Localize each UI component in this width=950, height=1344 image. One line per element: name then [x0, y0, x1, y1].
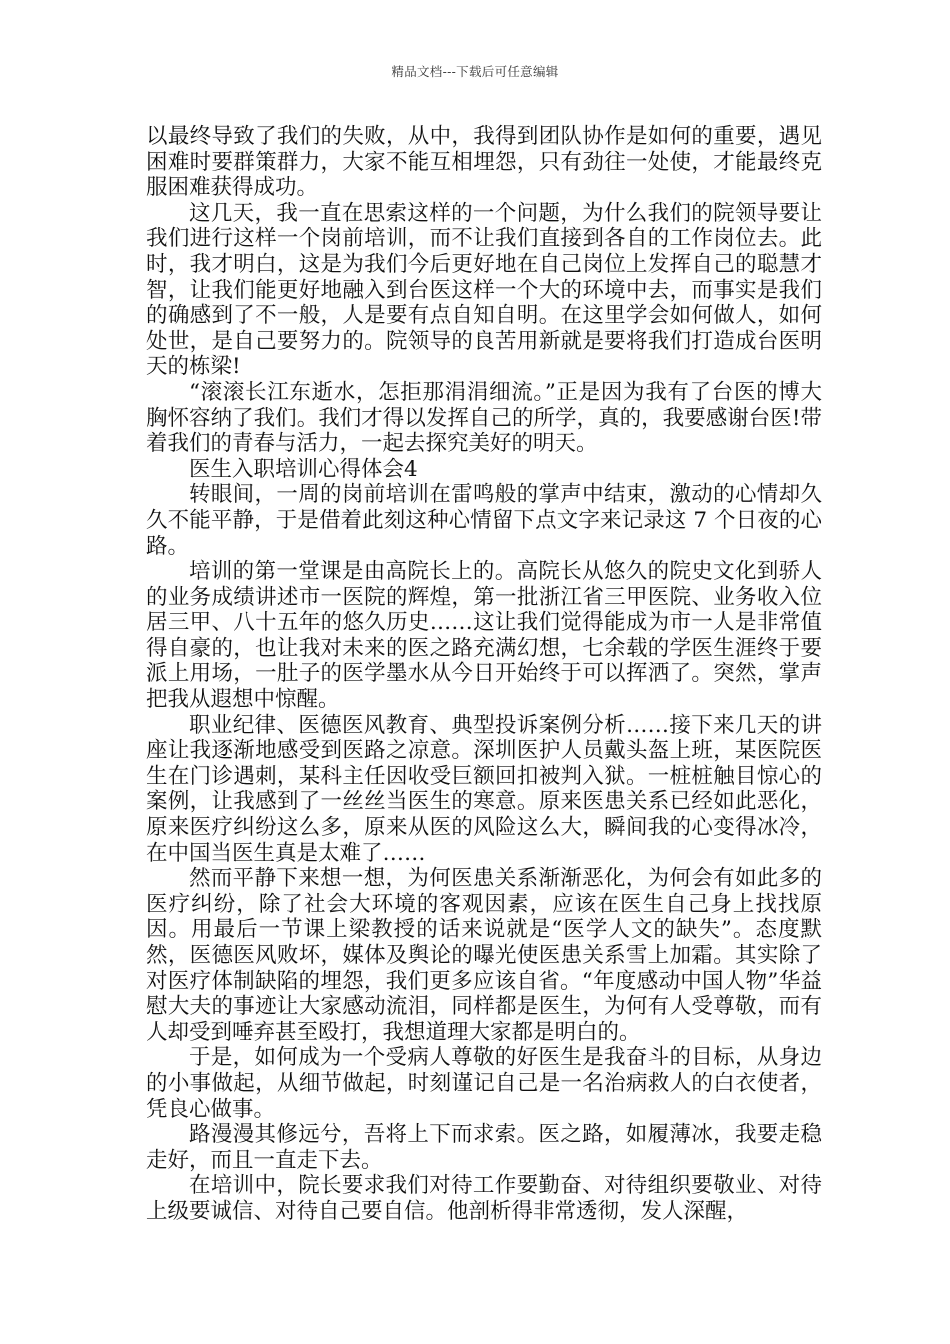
paragraph-2: 这几天，我一直在思索这样的一个问题，为什么我们的院领导要让我们进行这样一个岗前培训，而不让我们直接到各自的工作岗位去。此时，我才明白，这是为我们今后更好地在自己岗位上发挥自己的聪慧才智，让我们能更好地融入到台医这样一个大的环境中去，而事实是我们的确感到了不一般，人是要有点自知自明。在这里学会如何做人，如何处世，是自己要努力的。院领导的良苦用新就是要将我们打造成台医明天的栋梁! — [146, 200, 822, 380]
document-body — [146, 124, 822, 1225]
section-heading: 医生入职培训心得体会4 — [189, 456, 418, 482]
paragraph-1: 以最终导致了我们的失败，从中，我得到团队协作是如何的重要，遇见困难时要群策群力，大家不能互相埋怨，只有劲往一处使，才能最终克服困难获得成功。 — [146, 124, 822, 201]
paragraph-3: “滚滚长江东逝水，怎拒那涓涓细流。”正是因为我有了台医的博大胸怀容纳了我们。我们才得以发挥自己的所学，真的，我要感谢台医!带着我们的青春与活力，一起去探究美好的明天。 — [146, 379, 822, 457]
paragraph-4: 转眼间，一周的岗前培训在雷鸣般的掌声中结束，激动的心情却久久不能平静，于是借着此刻这种心情留下点文字来记录这 7 个日夜的心路。 — [146, 482, 822, 559]
paragraph-8: 于是，如何成为一个受病人尊敬的好医生是我奋斗的目标，从身边的小事做起，从细节做起，时刻谨记自己是一名治病救人的白衣使者，凭良心做事。 — [146, 1045, 822, 1122]
paragraph-5: 培训的第一堂课是由高院长上的。高院长从悠久的院史文化到骄人的业务成绩讲述市一医院的辉煌，第一批浙江省三甲医院、业务收入位居三甲、八十五年的悠久历史……这让我们觉得能成为市一人是非常值得自豪的，也让我对未来的医之路充满幻想，七余载的学医生涯终于要派上用场，一肚子的医学墨水从今日开始终于可以挥洒了。突然，掌声把我从遐想中惊醒。 — [146, 559, 822, 713]
paragraph-6: 职业纪律、医德医风教育、典型投诉案例分析……接下来几天的讲座让我逐渐地感受到医路之凉意。深圳医护人员戴头盔上班，某医院医生在门诊遇刺，某科主任因收受巨额回扣被判入狱。一桩桩触目惊心的案例，让我感到了一丝丝当医生的寒意。原来医患关系已经如此恶化，原来医疗纠纷这么多，原来从医的风险这么大，瞬间我的心变得冰冷，在中国当医生真是太难了…… — [146, 712, 822, 866]
paragraph-9: 路漫漫其修远兮，吾将上下而求索。医之路，如履薄冰，我要走稳走好，而且一直走下去。 — [146, 1122, 822, 1173]
paragraph-7: 然而平静下来想一想，为何医患关系渐渐恶化，为何会有如此多的医疗纠纷，除了社会大环境的客观因素，应该在医生自己身上找找原因。用最后一节课上梁教授的话来说就是“医学人文的缺失”。态度默然，医德医风败坏，媒体及舆论的曝光使医患关系雪上加霜。其实除了对医疗体制缺陷的埋怨，我们更多应该自省。“年度感动中国人物”华益慰大夫的事迹让大家感动流泪，同样都是医生，为何有人受尊敬，而有人却受到唾弃甚至殴打，我想道理大家都是明白的。 — [146, 866, 822, 1045]
paragraph-10: 在培训中，院长要求我们对待工作要勤奋、对待组织要敬业、对待上级要诚信、对待自己要自信。他剖析得非常透彻，发人深醒， — [146, 1173, 822, 1224]
page-header: 精品文档---下载后可任意编辑 — [391, 64, 559, 79]
